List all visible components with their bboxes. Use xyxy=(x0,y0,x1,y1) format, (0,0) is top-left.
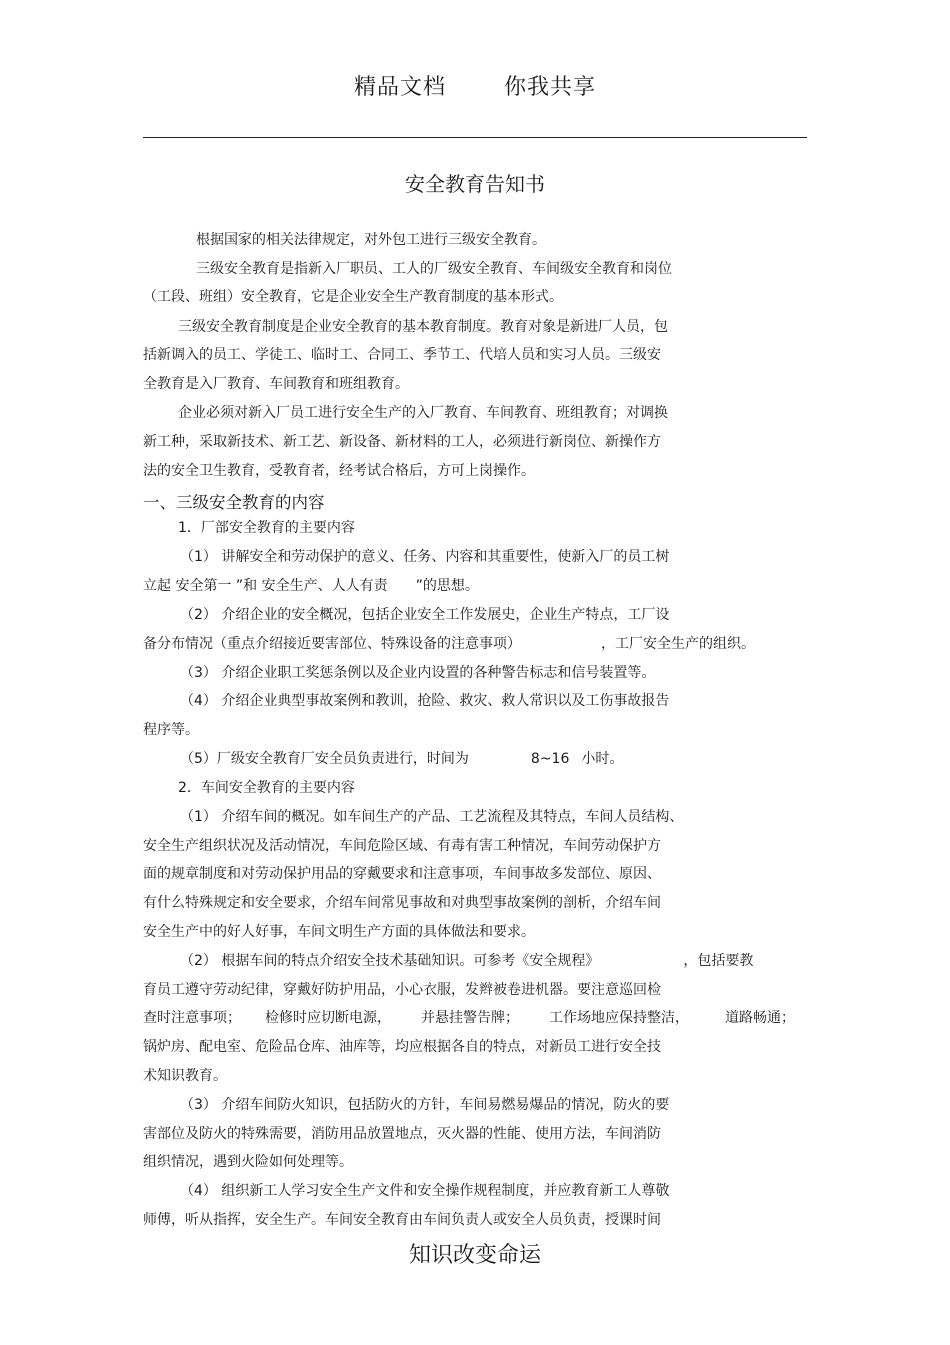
list-item-line: （3） 介绍企业职工奖惩条例以及企业内设置的各种警告标志和信号装置等。 xyxy=(180,665,656,681)
page-header xyxy=(0,70,950,101)
text-span: 工作场地应保持整洁， xyxy=(549,1010,689,1026)
paragraph-line: 法的安全卫生教育，受教育者，经考试合格后，方可上岗操作。 xyxy=(143,463,535,479)
list-item-line xyxy=(143,1009,795,1027)
list-item-line: 程序等。 xyxy=(143,722,199,738)
list-item-line xyxy=(180,750,623,768)
text-span: 小时。 xyxy=(581,751,624,767)
subsection-heading: 1．厂部安全教育的主要内容 xyxy=(178,520,355,536)
paragraph-line: 新工种，采取新技术、新工艺、新设备、新材料的工人，必须进行新岗位、新操作方 xyxy=(143,434,661,450)
text-span: 备分布情况（重点介绍接近要害部位、特殊设备的注意事项） xyxy=(143,636,521,652)
list-item-line: （1） 介绍车间的概况。如车间生产的产品、工艺流程及其特点，车间人员结构、 xyxy=(180,809,684,825)
text-span: 检修时应切断电源， xyxy=(265,1010,391,1026)
document-title: 安全教育告知书 xyxy=(405,172,545,196)
text-span: （5）厂级安全教育厂安全员负责进行，时间为 xyxy=(180,751,469,767)
paragraph-line: 企业必须对新入厂员工进行安全生产的入厂教育、车间教育、班组教育；对调换 xyxy=(178,405,668,421)
paragraph-line: 三级安全教育是指新入厂职员、工人的厂级安全教育、车间级安全教育和岗位 xyxy=(196,261,672,277)
page-footer: 知识改变命运 xyxy=(408,1243,541,1268)
list-item-line: 面的规章制度和对劳动保护用品的穿戴要求和注意事项，车间事故多发部位、原因、 xyxy=(143,866,661,882)
list-item-line: 师傅，听从指挥，安全生产。车间安全教育由车间负责人或安全人员负责，授课时间 xyxy=(143,1212,661,1228)
text-span: 8~16 xyxy=(530,751,570,767)
header-right-text: 你我共享 xyxy=(504,75,597,100)
header-divider xyxy=(143,137,807,138)
list-item-line: 术知识教育。 xyxy=(143,1068,227,1084)
list-item-line: （4） 介绍企业典型事故案例和教训，抢险、救灾、救人常识以及工伤事故报告 xyxy=(180,693,670,709)
list-item-line: 有什么特殊规定和安全要求，介绍车间常见事故和对典型事故案例的剖析，介绍车间 xyxy=(143,895,661,911)
list-item-line: 安全生产组织状况及活动情况，车间危险区域、有毒有害工种情况，车间劳动保护方 xyxy=(143,838,661,854)
text-span: ，工厂安全生产的组织。 xyxy=(601,636,755,652)
text-span: 道路畅通； xyxy=(725,1010,795,1026)
text-span: ，包括要教 xyxy=(683,953,754,969)
paragraph-line: 全教育是入厂教育、车间教育和班组教育。 xyxy=(143,376,409,392)
list-item-line: 锅炉房、配电室、危险品仓库、油库等，均应根据各自的特点，对新员工进行安全技 xyxy=(143,1039,661,1055)
list-item-line: （2） 介绍企业的安全概况，包括企业安全工作发展史，企业生产特点，工厂设 xyxy=(180,607,670,623)
text-span: 查时注意事项； xyxy=(143,1010,241,1026)
paragraph-line: （工段、班组）安全教育，它是企业安全生产教育制度的基本形式。 xyxy=(143,289,563,305)
text-span: ”的思想。 xyxy=(415,578,479,594)
text-span: 并悬挂警告牌； xyxy=(421,1010,519,1026)
list-item-line: 害部位及防火的特殊需要，消防用品放置地点，灭火器的性能、使用方法，车间消防 xyxy=(143,1126,661,1142)
paragraph-line: 三级安全教育制度是企业安全教育的基本教育制度。教育对象是新进厂人员，包 xyxy=(178,319,668,335)
list-item-line: 组织情况，遇到火险如何处理等。 xyxy=(143,1154,353,1170)
header-left-text: 精品文档 xyxy=(353,75,446,100)
list-item-line: 安全生产中的好人好事，车间文明生产方面的具体做法和要求。 xyxy=(143,924,535,940)
list-item-line: （4） 组织新工人学习安全生产文件和安全操作规程制度，并应教育新工人尊敬 xyxy=(180,1183,670,1199)
list-item-line: （1） 讲解安全和劳动保护的意义、任务、内容和其重要性，使新入厂的员工树 xyxy=(180,549,670,565)
list-item-line: （3） 介绍车间防火知识，包括防火的方针，车间易燃易爆品的情况，防火的要 xyxy=(180,1097,670,1113)
list-item-line xyxy=(180,952,753,970)
list-item-line xyxy=(143,577,479,595)
list-item-line: 育员工遵守劳动纪律，穿戴好防护用品，小心衣服，发辫被卷进机器。要注意巡回检 xyxy=(143,982,661,998)
section-heading: 一、三级安全教育的内容 xyxy=(143,493,325,512)
text-span: （2） 根据车间的特点介绍安全技术基础知识。可参考《安全规程》 xyxy=(180,953,600,969)
subsection-heading: 2．车间安全教育的主要内容 xyxy=(178,780,355,796)
list-item-line xyxy=(143,635,755,653)
paragraph-line: 根据国家的相关法律规定，对外包工进行三级安全教育。 xyxy=(196,232,546,248)
text-span: 立起 安全第一 ”和 安全生产、人人有责 xyxy=(143,578,388,594)
paragraph-line: 括新调入的员工、学徒工、临时工、合同工、季节工、代培人员和实习人员。三级安 xyxy=(143,347,661,363)
